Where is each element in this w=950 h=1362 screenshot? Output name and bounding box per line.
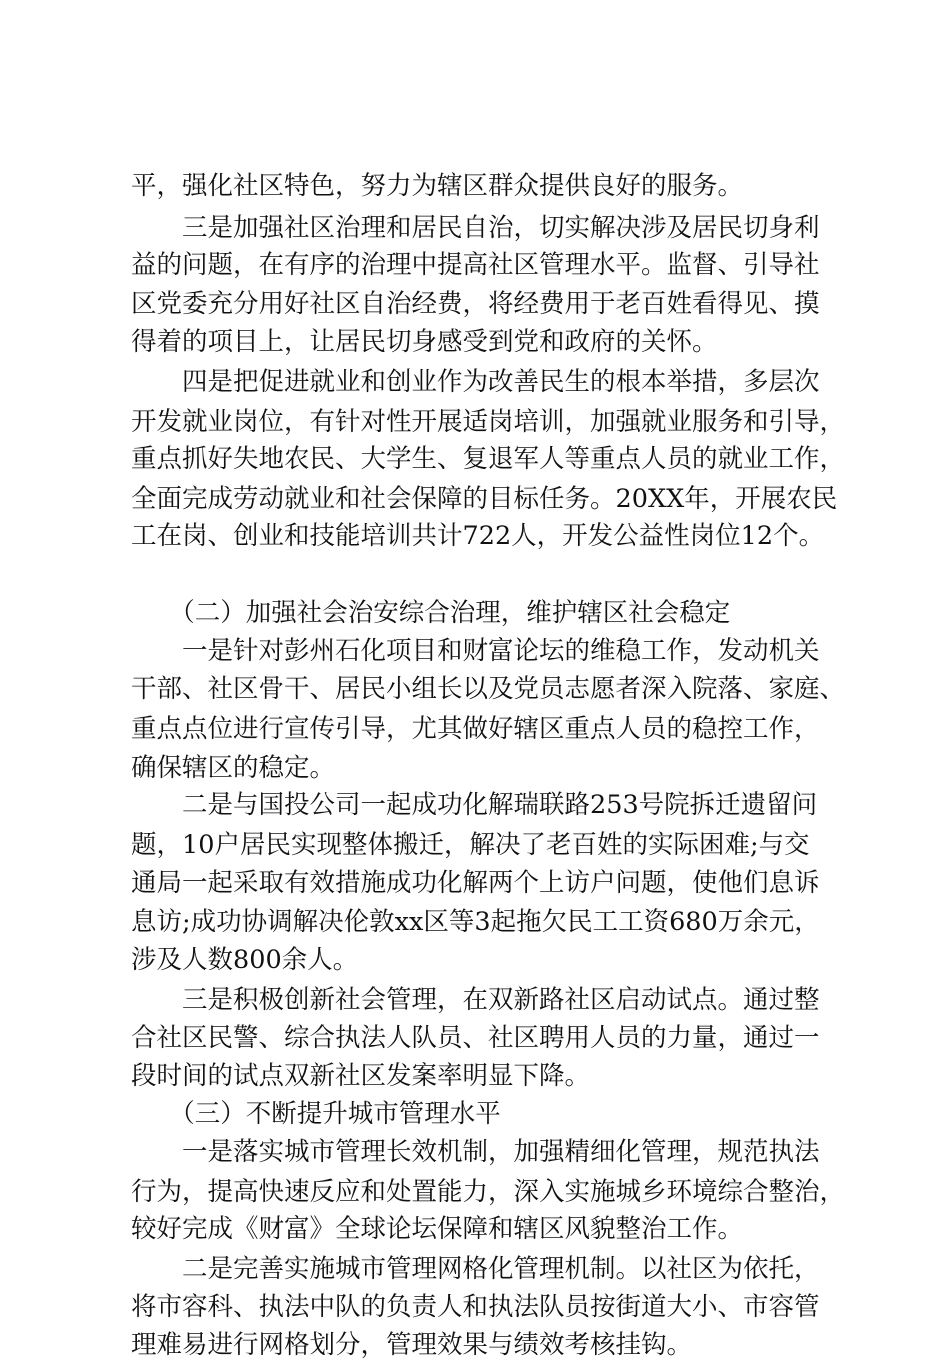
body-line: 三是积极创新社会管理，在双新路社区启动试点。通过整 xyxy=(131,985,820,1015)
section-heading: （二）加强社会治安综合治理，维护辖区社会稳定 xyxy=(131,598,731,628)
body-line: 确保辖区的稳定。 xyxy=(131,753,336,783)
body-line: 益的问题，在有序的治理中提高社区管理水平。监督、引导社 xyxy=(131,250,820,280)
body-line: 平，强化社区特色，努力为辖区群众提供良好的服务。 xyxy=(131,171,744,201)
body-line: 三是加强社区治理和居民自治，切实解决涉及居民切身利 xyxy=(131,213,820,243)
body-line: 涉及人数800余人。 xyxy=(131,945,359,975)
body-line: 通局一起采取有效措施成功化解两个上访户问题，使他们息诉 xyxy=(131,868,820,898)
body-line: 区党委充分用好社区自治经费，将经费用于老百姓看得见、摸 xyxy=(131,289,820,319)
body-line: 合社区民警、综合执法人队员、社区聘用人员的力量，通过一 xyxy=(131,1023,820,1053)
section-heading: （三）不断提升城市管理水平 xyxy=(131,1099,501,1129)
body-line: 将市容科、执法中队的负责人和执法队员按街道大小、市容管 xyxy=(131,1292,820,1322)
body-line: 二是与国投公司一起成功化解瑞联路253号院拆迁遗留问 xyxy=(131,790,818,820)
body-line: 开发就业岗位，有针对性开展适岗培训，加强就业服务和引导， xyxy=(131,407,846,437)
body-line: 段时间的试点双新社区发案率明显下降。 xyxy=(131,1061,591,1091)
body-line: 得着的项目上，让居民切身感受到党和政府的关怀。 xyxy=(131,327,718,357)
body-line: 四是把促进就业和创业作为改善民生的根本举措，多层次 xyxy=(131,367,820,397)
body-line: 工在岗、创业和技能培训共计722人，开发公益性岗位12个。 xyxy=(131,521,825,551)
body-line: 二是完善实施城市管理网格化管理机制。以社区为依托， xyxy=(131,1254,820,1284)
body-line: 一是针对彭州石化项目和财富论坛的维稳工作，发动机关 xyxy=(131,636,820,666)
body-line: 理难易进行网格划分，管理效果与绩效考核挂钩。 xyxy=(131,1330,693,1360)
body-line: 一是落实城市管理长效机制，加强精细化管理，规范执法 xyxy=(131,1137,820,1167)
body-line: 重点点位进行宣传引导，尤其做好辖区重点人员的稳控工作， xyxy=(131,714,820,744)
body-line: 行为，提高快速反应和处置能力，深入实施城乡环境综合整治， xyxy=(131,1177,846,1207)
body-line: 全面完成劳动就业和社会保障的目标任务。20XX年，开展农民 xyxy=(131,484,838,514)
body-line: 较好完成《财富》全球论坛保障和辖区风貌整治工作。 xyxy=(131,1214,744,1244)
body-line: 干部、社区骨干、居民小组长以及党员志愿者深入院落、家庭、 xyxy=(131,674,846,704)
body-line: 息访;成功协调解决伦敦xx区等3起拖欠民工工资680万余元， xyxy=(131,907,820,937)
body-line: 重点抓好失地农民、大学生、复退军人等重点人员的就业工作， xyxy=(131,444,846,474)
body-line: 题，10户居民实现整体搬迁，解决了老百姓的实际困难;与交 xyxy=(131,830,810,860)
